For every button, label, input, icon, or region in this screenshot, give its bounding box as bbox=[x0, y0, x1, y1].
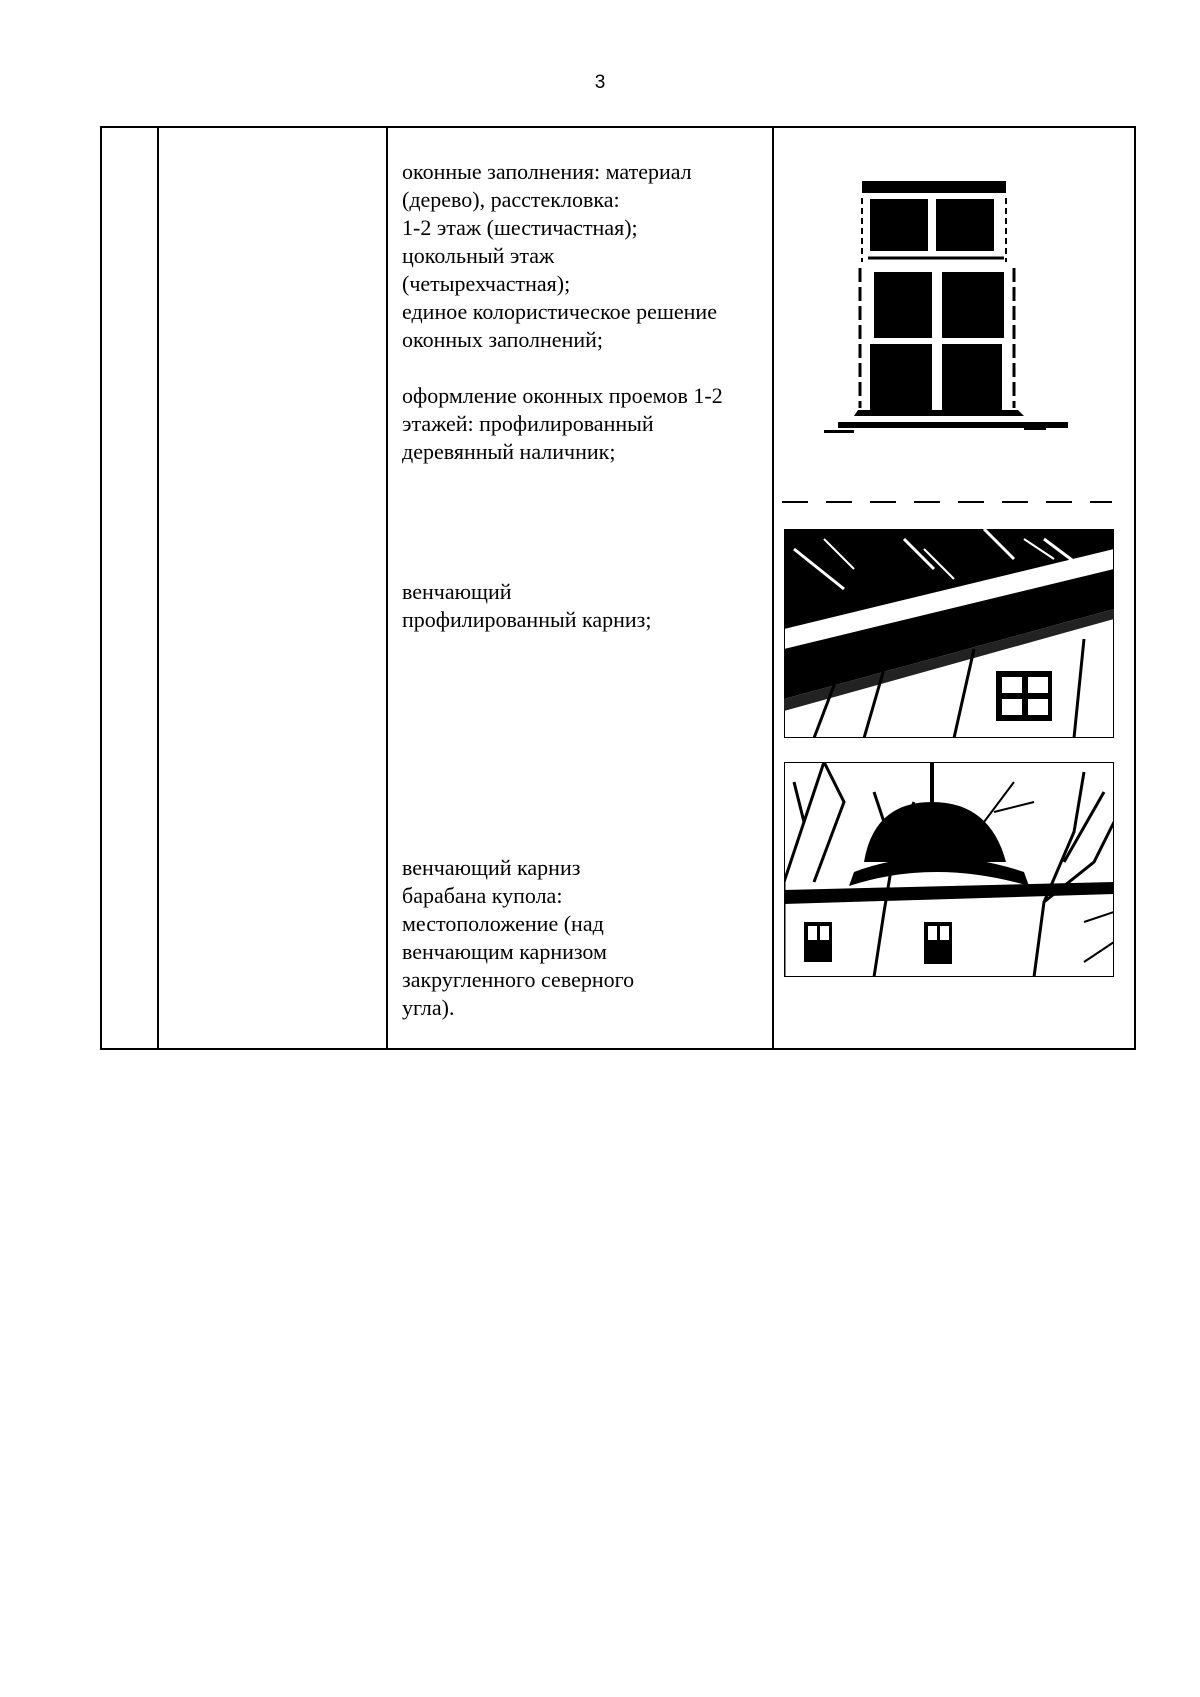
photo-separator bbox=[782, 499, 1112, 505]
cornice-description: венчающий профилированный карниз; bbox=[402, 579, 652, 632]
photo-cell bbox=[773, 127, 1135, 1049]
dome-cornice-description: венчающий карниз барабана купола: местоположение (над венчающим карнизом закругленного северного угла). bbox=[402, 855, 635, 1020]
page-number: 3 bbox=[594, 72, 606, 93]
description-cell bbox=[387, 127, 773, 1049]
window-photo bbox=[818, 178, 1118, 448]
name-cell bbox=[158, 127, 387, 1049]
frames-description: оформление оконных проемов 1-2 этажей: профилированный деревянный наличник; bbox=[402, 383, 723, 464]
number-cell bbox=[101, 127, 158, 1049]
dome-photo bbox=[784, 762, 1114, 977]
monument-table bbox=[100, 126, 1136, 1050]
cornice-photo bbox=[784, 529, 1114, 738]
windows-description: оконные заполнения: материал (дерево), расстекловка: 1-2 этаж (шестичастная); цокольный этаж (четырехчастная); единое колористическое решение оконных заполнений; bbox=[402, 159, 717, 352]
table-row bbox=[101, 127, 1135, 1049]
